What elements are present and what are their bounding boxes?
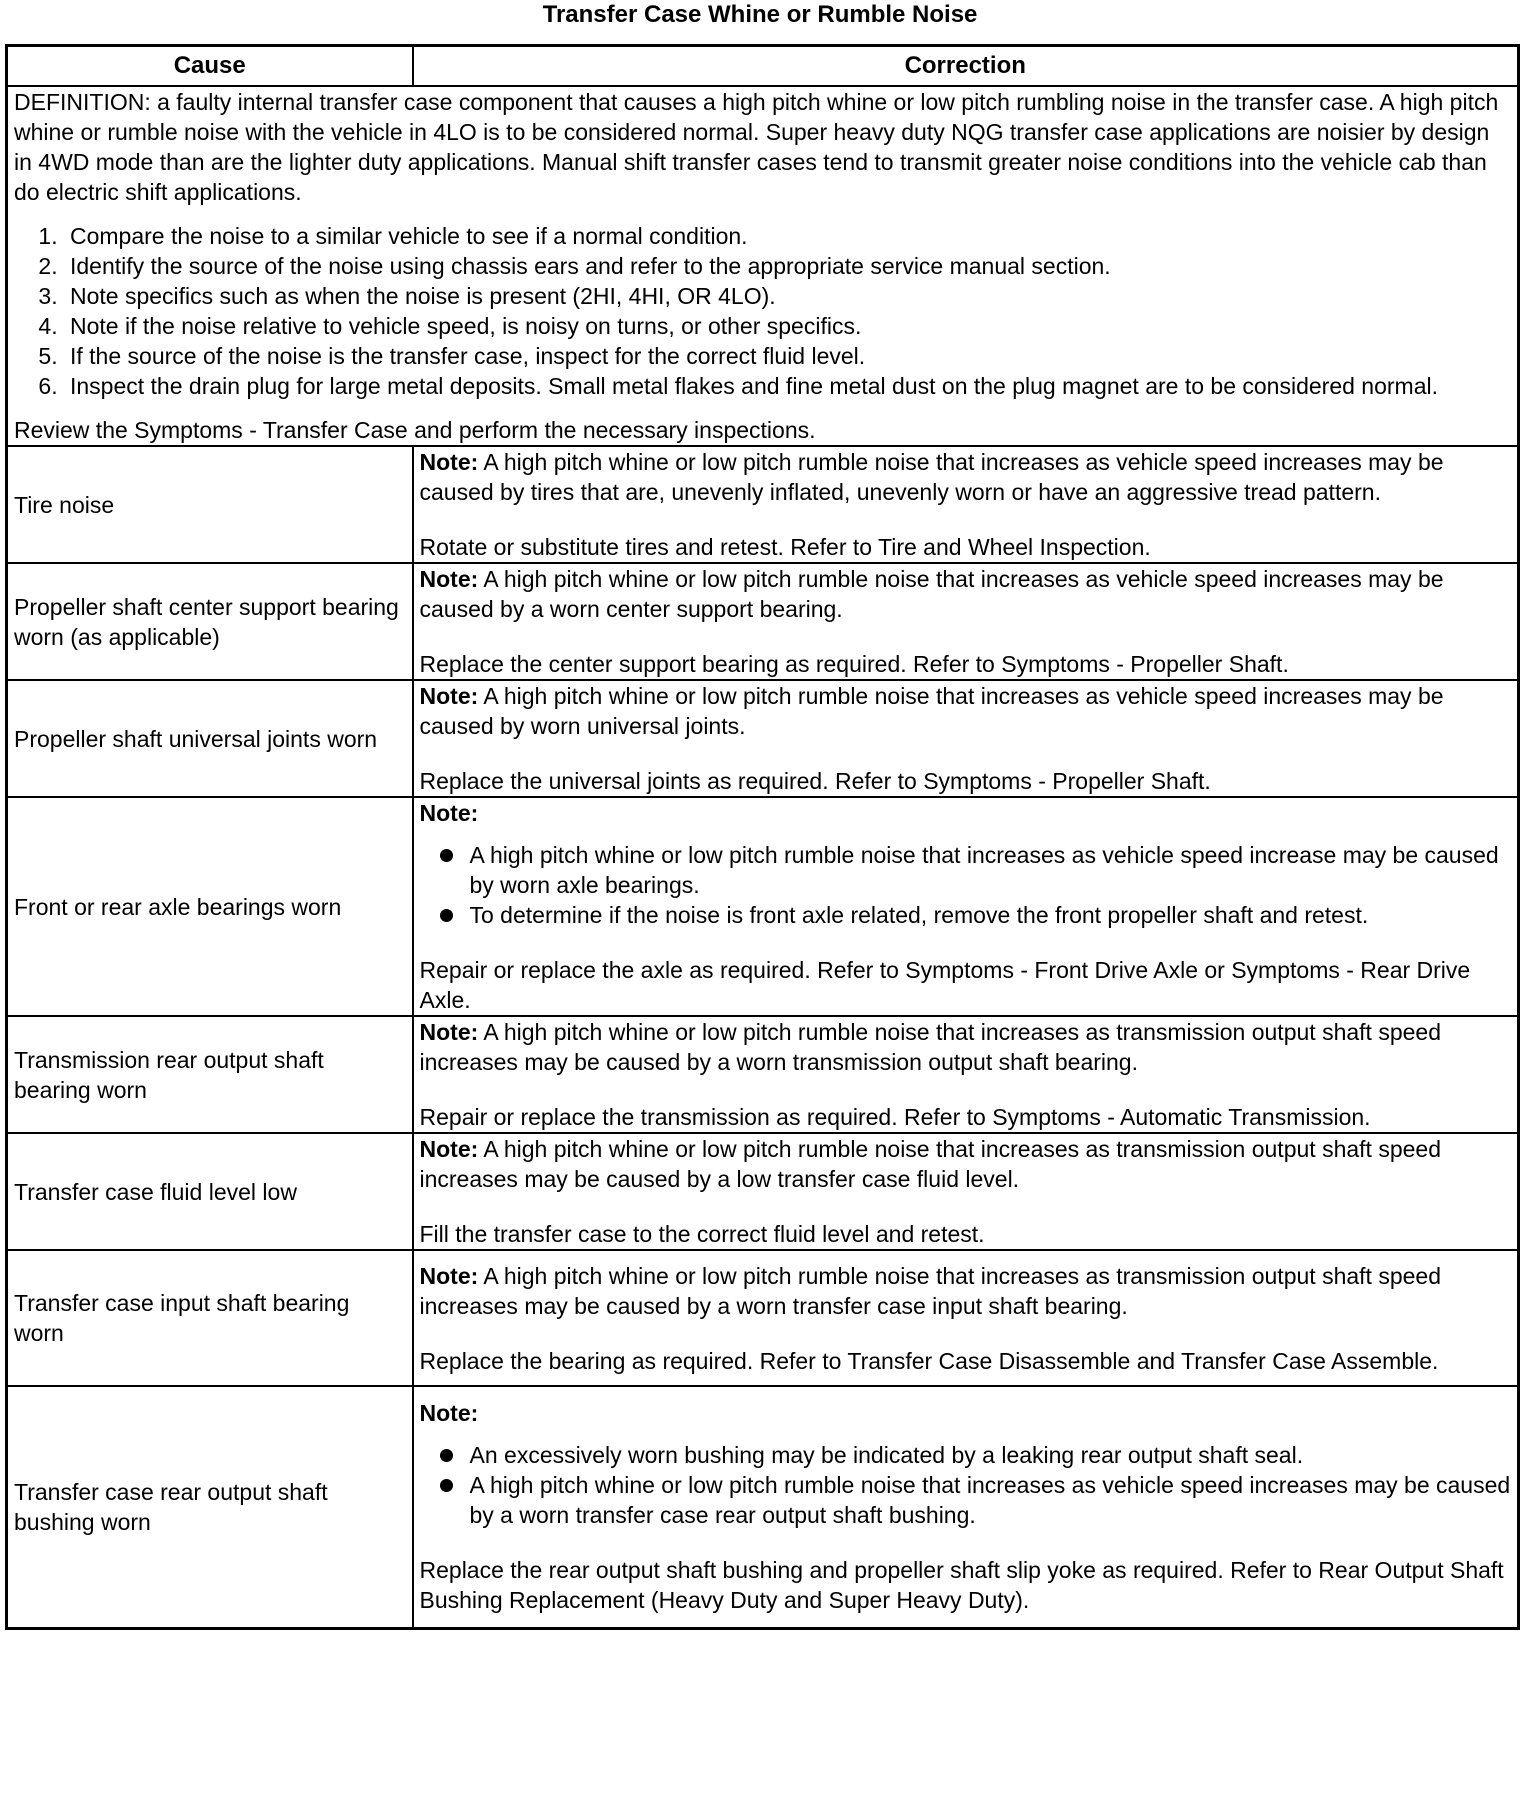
note-text: A high pitch whine or low pitch rumble noise that increases as transmission output shaft speed increases may be caused by a worn transfer case input shaft bearing. (419, 1262, 1441, 1319)
cause-cell: Tire noise (7, 446, 413, 563)
note-bullet-list (420, 1440, 1512, 1530)
note-bullet-text: An excessively worn bushing may be indicated by a leaking rear output shaft seal. (469, 1442, 1304, 1469)
note-bullet (470, 840, 1512, 900)
diagnostic-step: 3. Note specifics such as when the noise is present (2HI, 4HI, OR 4LO). (64, 281, 1511, 311)
definition-cell (7, 86, 1519, 446)
correction-text: Replace the universal joints as required. Refer to Symptoms - Propeller Shaft. (419, 768, 1211, 794)
review-text: Review the Symptoms - Transfer Case and perform the necessary inspections. (14, 417, 816, 443)
note-label: Note: (419, 800, 479, 826)
cause-cell: Transfer case rear output shaft bushing worn (7, 1386, 413, 1628)
cause-column-header: Cause (7, 46, 413, 87)
cause-cell: Transfer case input shaft bearing worn (7, 1250, 413, 1386)
note-bullet (470, 1440, 1512, 1470)
note-label: Note: (419, 1400, 479, 1427)
correction-text: Repair or replace the axle as required. Refer to Symptoms - Front Drive Axle or Symptoms - Rear Drive Axle. (419, 957, 1471, 1013)
table-row (7, 1133, 1519, 1250)
note-bullet (470, 1470, 1512, 1530)
bullet-dot-icon (440, 1479, 453, 1492)
correction-cell (413, 1386, 1519, 1628)
diagnostic-step: 1. Compare the noise to a similar vehicle to see if a normal condition. (64, 221, 1511, 251)
note-label: Note: (419, 449, 479, 475)
correction-text: Repair or replace the transmission as required. Refer to Symptoms - Automatic Transmission. (419, 1104, 1371, 1130)
note-paragraph (420, 1261, 1512, 1321)
note-label: Note: (419, 1019, 479, 1045)
table-row (7, 1386, 1519, 1628)
note-paragraph (420, 1134, 1512, 1194)
document-title: Transfer Case Whine or Rumble Noise (542, 1, 978, 28)
note-bullet-text: A high pitch whine or low pitch rumble noise that increases as vehicle speed increase may be caused by worn axle bearings. (469, 842, 1499, 898)
note-label: Note: (419, 1262, 479, 1289)
table-row (7, 680, 1519, 797)
cause-cell: Propeller shaft universal joints worn (7, 680, 413, 797)
note-bullet (470, 900, 1512, 930)
correction-cell (413, 797, 1519, 1016)
diagnostic-step: 2. Identify the source of the noise using chassis ears and refer to the appropriate service manual section. (64, 251, 1511, 281)
table-row (7, 797, 1519, 1016)
note-bullet-text: To determine if the noise is front axle related, remove the front propeller shaft and retest. (469, 902, 1369, 928)
definition-row (7, 86, 1519, 446)
note-paragraph (420, 447, 1512, 507)
correction-text: Rotate or substitute tires and retest. Refer to Tire and Wheel Inspection. (419, 534, 1151, 560)
cause-cell: Front or rear axle bearings worn (7, 797, 413, 1016)
table-row (7, 1250, 1519, 1386)
note-text: A high pitch whine or low pitch rumble noise that increases as transmission output shaft speed increases may be caused by a worn transmission output shaft bearing. (419, 1019, 1441, 1075)
note-paragraph (420, 1398, 1512, 1428)
table-row (7, 1016, 1519, 1133)
table-header-row (7, 46, 1519, 87)
correction-column-header: Correction (413, 46, 1519, 87)
note-text: A high pitch whine or low pitch rumble noise that increases as transmission output shaft speed increases may be caused by a low transfer case fluid level. (419, 1136, 1441, 1192)
note-paragraph (420, 798, 1512, 828)
note-text: A high pitch whine or low pitch rumble noise that increases as vehicle speed increases may be caused by a worn center support bearing. (419, 566, 1444, 622)
correction-text: Replace the rear output shaft bushing and propeller shaft slip yoke as required. Refer to Rear Output Shaft Bushing Replacement (Heavy Duty and Super Heavy Duty). (419, 1557, 1504, 1614)
note-text: A high pitch whine or low pitch rumble noise that increases as vehicle speed increases may be caused by tires that are, unevenly inflated, unevenly worn or have an aggressive tread pattern. (419, 449, 1444, 505)
note-paragraph (420, 564, 1512, 624)
bullet-dot-icon (440, 849, 453, 862)
correction-cell (413, 1133, 1519, 1250)
correction-text: Replace the bearing as required. Refer to Transfer Case Disassemble and Transfer Case Assemble. (419, 1347, 1439, 1374)
cause-cell: Transfer case fluid level low (7, 1133, 413, 1250)
diagnostic-steps-list (14, 221, 1511, 401)
cause-cell: Transmission rear output shaft bearing worn (7, 1016, 413, 1133)
correction-cell (413, 1016, 1519, 1133)
correction-text: Fill the transfer case to the correct fluid level and retest. (419, 1221, 985, 1247)
table-row (7, 446, 1519, 563)
correction-cell (413, 446, 1519, 563)
note-label: Note: (419, 683, 479, 709)
diagnostic-step: 4. Note if the noise relative to vehicle speed, is noisy on turns, or other specifics. (64, 311, 1511, 341)
note-label: Note: (419, 566, 479, 592)
note-label: Note: (419, 1136, 479, 1162)
note-paragraph (420, 1017, 1512, 1077)
correction-cell (413, 680, 1519, 797)
symptom-table (5, 44, 1520, 1630)
cause-cell: Propeller shaft center support bearing worn (as applicable) (7, 563, 413, 680)
diagnostic-step: 5. If the source of the noise is the transfer case, inspect for the correct fluid level. (64, 341, 1511, 371)
definition-text: DEFINITION: a faulty internal transfer case component that causes a high pitch whine or low pitch rumbling noise in the transfer case. A high pitch whine or rumble noise with the vehicle in 4LO is to be considered normal. Super heavy duty NQG transfer case applications are noisier by design in 4WD mode than are the lighter duty applications. Manual shift transfer cases tend to transmit greater noise conditions into the vehicle cab than do electric shift applications. (14, 89, 1499, 205)
correction-cell (413, 1250, 1519, 1386)
bullet-dot-icon (440, 1449, 453, 1462)
note-bullet-text: A high pitch whine or low pitch rumble noise that increases as vehicle speed increases may be caused by a worn transfer case rear output shaft bushing. (469, 1472, 1511, 1529)
table-row (7, 563, 1519, 680)
note-bullet-list (420, 840, 1512, 930)
correction-text: Replace the center support bearing as required. Refer to Symptoms - Propeller Shaft. (419, 651, 1289, 677)
note-paragraph (420, 681, 1512, 741)
correction-cell (413, 563, 1519, 680)
diagnostic-step: 6. Inspect the drain plug for large metal deposits. Small metal flakes and fine metal dust on the plug magnet are to be considered normal. (64, 371, 1511, 401)
note-text: A high pitch whine or low pitch rumble noise that increases as vehicle speed increases may be caused by worn universal joints. (419, 683, 1444, 739)
bullet-dot-icon (440, 909, 453, 922)
